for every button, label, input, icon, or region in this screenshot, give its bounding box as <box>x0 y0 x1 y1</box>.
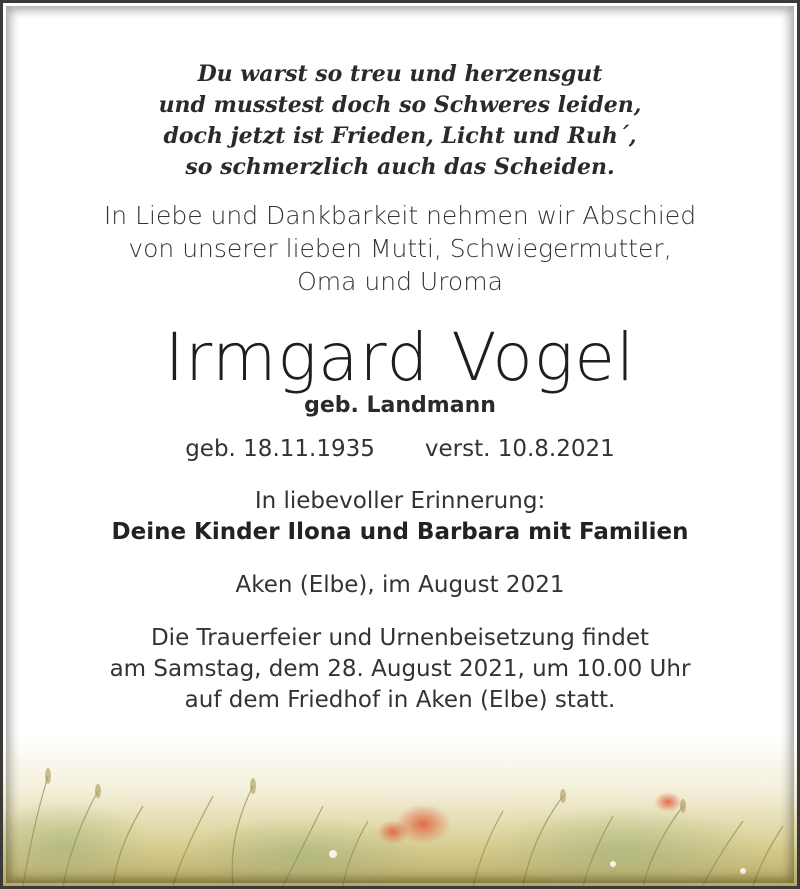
farewell-intro <box>3 199 797 298</box>
poem-line: so schmerzlich auch das Scheiden. <box>185 154 615 180</box>
funeral-line: am Samstag, dem 28. August 2021, um 10.00 Uhr <box>109 656 691 682</box>
obituary-text <box>3 3 797 716</box>
death-date: verst. 10.8.2021 <box>424 436 615 462</box>
family-signature: Deine Kinder Ilona und Barbara mit Familien <box>111 519 689 545</box>
deceased-name: Irmgard Vogel <box>164 319 636 396</box>
birth-name: geb. Landmann <box>304 393 496 418</box>
intro-line: In Liebe und Dankbarkeit nehmen wir Abschied <box>103 201 697 230</box>
life-dates <box>3 434 797 464</box>
meadow-image <box>3 736 797 886</box>
intro-line: Oma und Uroma <box>297 267 503 296</box>
birth-date: geb. 18.11.1935 <box>185 436 375 462</box>
funeral-info <box>3 623 797 716</box>
poem-line: Du warst so treu und herzensgut <box>197 61 603 87</box>
place-date: Aken (Elbe), im August 2021 <box>235 572 565 598</box>
poem-line: doch jetzt ist Frieden, Licht und Ruh´, <box>163 123 637 149</box>
poem-line: und musstest doch so Schweres leiden, <box>158 92 642 118</box>
intro-line: von unserer lieben Mutti, Schwiegermutter, <box>128 234 672 263</box>
funeral-line: Die Trauerfeier und Urnenbeisetzung findet <box>150 625 650 651</box>
memory-line: In liebevoller Erinnerung: <box>254 488 546 514</box>
funeral-line: auf dem Friedhof in Aken (Elbe) statt. <box>184 687 616 713</box>
poem <box>3 59 797 183</box>
